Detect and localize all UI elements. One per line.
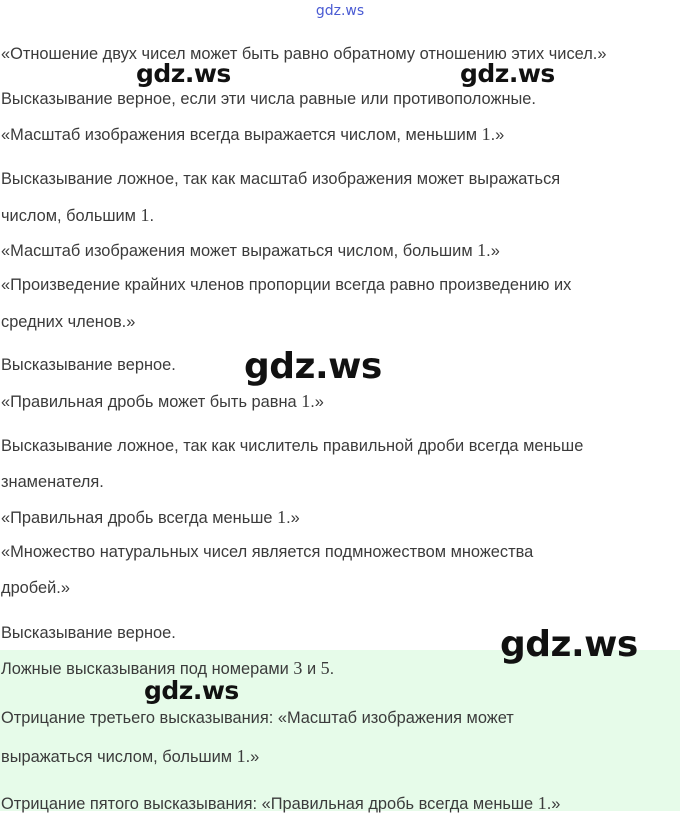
- text-line-6: «Масштаб изображения может выражаться числом, большим 1.»: [1, 240, 500, 260]
- text-line-9: Высказывание верное.: [1, 356, 176, 374]
- text-line-11: Высказывание ложное, так как числитель правильной дроби всегда меньше: [1, 437, 584, 455]
- text-line-15: дробей.»: [1, 579, 70, 597]
- text-line-3: «Масштаб изображения всегда выражается числом, меньшим 1.»: [1, 124, 505, 144]
- text-line-1: «Отношение двух чисел может быть равно обратному отношению этих чисел.»: [1, 45, 607, 63]
- answer-line-4: Отрицание пятого высказывания: «Правильная дробь всегда меньше 1.»: [1, 793, 561, 813]
- text-line-8: средних членов.»: [1, 313, 136, 331]
- text-line-10: «Правильная дробь может быть равна 1.»: [1, 391, 324, 411]
- watermark-4: gdz.ws: [500, 624, 638, 665]
- answer-line-2: Отрицание третьего высказывания: «Масштаб изображения может: [1, 709, 514, 727]
- text-line-5: числом, большим 1.: [1, 205, 155, 225]
- answer-line-1: Ложные высказывания под номерами 3 и 5.: [1, 658, 335, 678]
- text-line-16: Высказывание верное.: [1, 624, 176, 642]
- watermark-1: gdz.ws: [136, 59, 231, 88]
- watermark-2: gdz.ws: [460, 59, 555, 88]
- text-line-14: «Множество натуральных чисел является подмножеством множества: [1, 543, 534, 561]
- text-line-13: «Правильная дробь всегда меньше 1.»: [1, 507, 300, 527]
- watermark-3: gdz.ws: [244, 346, 382, 387]
- answer-line-3: выражаться числом, большим 1.»: [1, 746, 260, 766]
- watermark-top: gdz.ws: [315, 3, 365, 19]
- watermark-5: gdz.ws: [144, 676, 239, 705]
- text-line-7: «Произведение крайних членов пропорции всегда равно произведению их: [1, 276, 572, 294]
- text-line-2: Высказывание верное, если эти числа равные или противоположные.: [1, 90, 536, 108]
- text-line-12: знаменателя.: [1, 473, 104, 491]
- text-line-4: Высказывание ложное, так как масштаб изображения может выражаться: [1, 170, 561, 188]
